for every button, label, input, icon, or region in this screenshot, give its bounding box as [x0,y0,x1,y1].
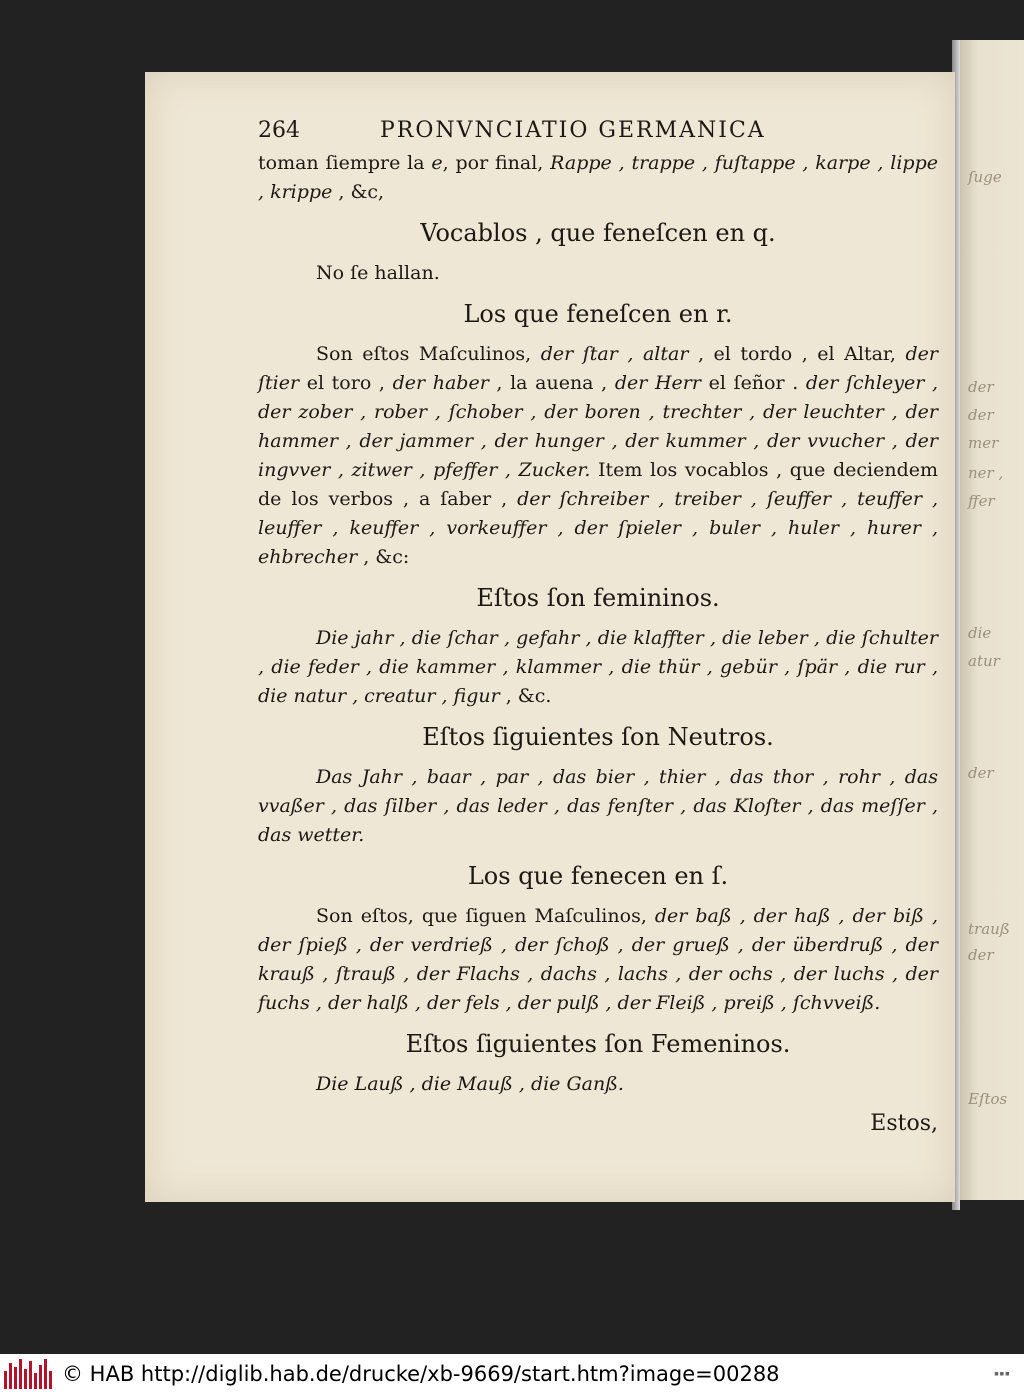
logo-bar [14,1367,17,1389]
page-number: 264 [258,118,300,143]
italic-segment: der ſchleyer , der zober , rober , ſchober , der boren , trechter , der leuchter , der hammer , der jammer , der hunger , der kummer , der vvucher , der ingvver , zitwer , pfeffer , Zucker. [258,372,938,481]
text-segment: , &c. [499,685,552,707]
adjacent-page-fragment: mer [968,434,999,452]
adjacent-page-fragment: ſuge [968,168,1002,186]
italic-segment: der ſtar , altar [540,343,689,365]
footer-dots: ▪▪▪ [993,1369,1010,1379]
section-heading: Los que fenecen en ſ. [467,862,729,890]
adjacent-page-fragment: ner , [968,464,1004,482]
text-segment: Son eſtos Maſculinos, [316,343,541,365]
text-segment: , la auena , [488,372,615,394]
text-segment: Item los vocablos , que deciendem de los verbos , a ſaber , [258,459,938,510]
italic-segment: Die Lauß , die Mauß , die Ganß. [316,1073,624,1095]
text-segment: el toro , [299,372,393,394]
running-head [258,118,938,143]
section-heading: Eſtos ſon femininos. [476,584,720,612]
italic-segment: der ſtier [258,343,938,394]
adjacent-page-fragment: der [968,764,994,782]
logo-bar [4,1371,7,1389]
section-heading: Eſtos ſiguientes ſon Femeninos. [405,1030,791,1058]
italic-segment: der Herr [614,372,701,394]
section-heading: Los que feneſcen en r. [463,300,733,328]
logo-bar [24,1369,27,1389]
page-body [258,149,938,1099]
text-segment: , &c: [357,546,410,568]
text-segment: No ſe hallan. [316,262,440,284]
adjacent-page-fragment: trauß [968,920,1010,938]
logo-bar [49,1371,52,1389]
paragraph [258,1070,938,1099]
copyright-credit[interactable]: © HAB http://diglib.hab.de/drucke/xb-9669/start.htm?image=00288 [62,1362,780,1386]
logo-bar [44,1359,47,1389]
italic-segment: Die jahr , die ſchar , gefahr , die klaffter , die leber , die ſchulter , die feder , die kammer , klammer , die thür , gebür , ſpär , die rur , die natur , creatur , figur [258,627,938,707]
text-segment: Son eſtos, que ſiguen Maſculinos, [316,905,655,927]
italic-segment: Das Jahr , baar , par , das bier , thier , das thor , rohr , das vvaßer , das ſilber , das leder , das fenſter , das Kloſter , das meſſer , das wetter. [258,766,938,846]
adjacent-page-fragment: die [968,624,992,642]
footer-bar [0,1354,1024,1394]
adjacent-page-edge [958,40,1024,1200]
adjacent-page-fragment: atur [968,652,1000,670]
paragraph [258,259,938,288]
adjacent-page-fragment: ffer [968,492,995,510]
text-segment: toman ſiempre la [258,152,432,174]
hab-logo-icon [4,1359,52,1389]
italic-segment: Rappe , trappe , fuſtappe , karpe , lippe , krippe [258,152,938,203]
paragraph [258,624,938,711]
italic-segment: e [431,152,443,174]
adjacent-page-fragment: der [968,378,994,396]
adjacent-page-fragment: Eſtos [968,1090,1008,1108]
logo-bar [9,1363,12,1389]
logo-bar [19,1359,22,1389]
text-segment: el ſeñor . [700,372,806,394]
page-text [258,118,938,1136]
section-heading: Vocablos , que feneſcen en q. [420,219,776,247]
paragraph [258,340,938,572]
logo-bar [34,1373,37,1389]
text-segment: , el tordo , el Altar, [688,343,906,365]
italic-segment: der ſchreiber , treiber , ſeuffer , teuffer , leuffer , keuffer , vorkeuffer , der ſpieler , buler , huler , hurer , ehbrecher [258,488,938,568]
text-segment: , &c, [332,181,385,203]
paragraph [258,902,938,1018]
catchword: Estos, [870,1111,938,1136]
adjacent-page-fragment: der [968,946,994,964]
logo-bar [39,1365,42,1389]
paragraph [258,763,938,850]
paragraph [258,149,938,207]
adjacent-page-fragment: der [968,406,994,424]
italic-segment: der haber [392,372,489,394]
text-segment: , por final, [442,152,551,174]
section-heading: Eſtos ſiguientes ſon Neutros. [422,723,774,751]
running-title: PRONVNCIATIO GERMANICA [380,118,766,143]
italic-segment: der baß , der haß , der biß , der ſpieß , der verdrieß , der ſchoß , der grueß , der überdruß , der krauß , ſtrauß , der Flachs , dachs , lachs , der ochs , der luchs , der fuchs , der halß , der fels , der pulß , der Fleiß , preiß , ſchvveiß. [258,905,938,1014]
logo-bar [29,1361,32,1389]
